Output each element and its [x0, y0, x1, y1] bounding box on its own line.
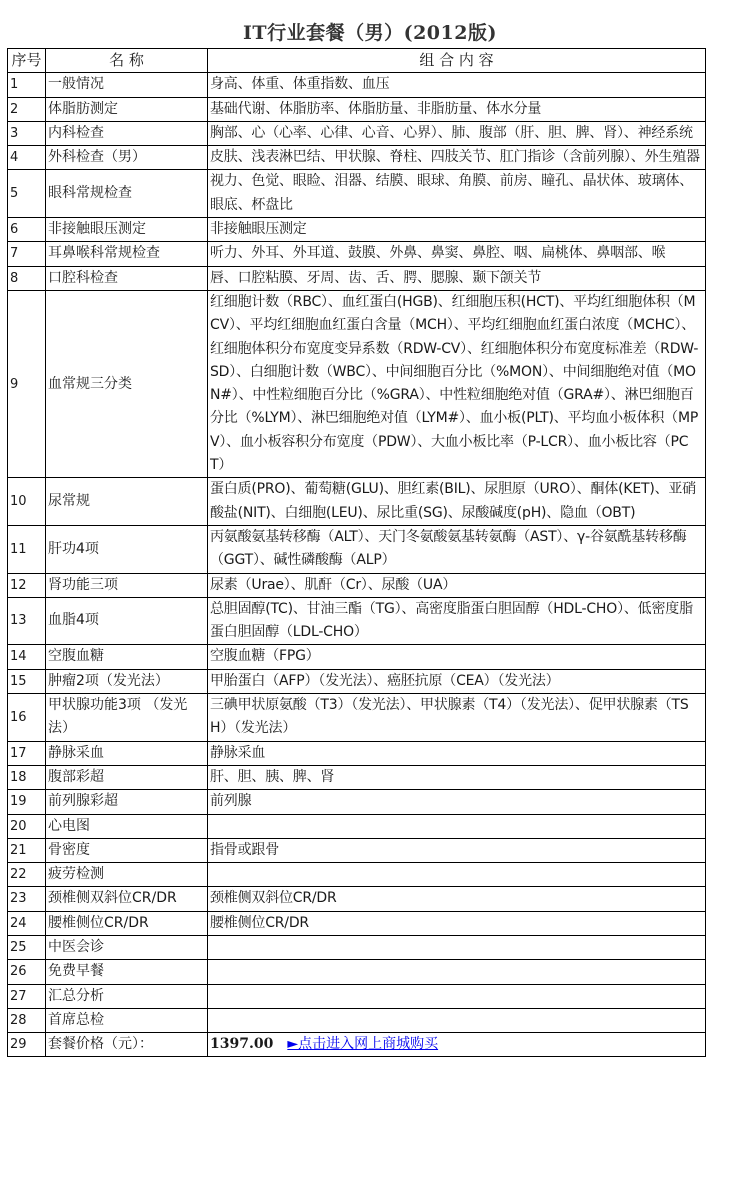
item-name: 耳鼻喉科常规检查 [46, 242, 208, 266]
table-row [8, 525, 706, 573]
row-number: 25 [8, 935, 46, 959]
item-content: 视力、色觉、眼睑、泪器、结膜、眼球、角膜、前房、瞳孔、晶状体、玻璃体、眼底、杯盘比 [208, 170, 706, 218]
table-row [8, 242, 706, 266]
item-content: 颈椎侧双斜位CR/DR [208, 887, 706, 911]
item-content: 指骨或跟骨 [208, 838, 706, 862]
item-name: 血常规三分类 [46, 290, 208, 477]
item-name: 中医会诊 [46, 935, 208, 959]
item-content [208, 960, 706, 984]
item-name: 空腹血糖 [46, 645, 208, 669]
table-row [8, 73, 706, 97]
table-row [8, 645, 706, 669]
package-table [7, 48, 706, 1057]
item-name: 腰椎侧位CR/DR [46, 911, 208, 935]
price-cell [208, 1033, 706, 1057]
table-row [8, 863, 706, 887]
table-row [8, 694, 706, 742]
table-row [8, 573, 706, 597]
row-number: 4 [8, 146, 46, 170]
item-content [208, 814, 706, 838]
table-row [8, 790, 706, 814]
row-number: 9 [8, 290, 46, 477]
item-content: 前列腺 [208, 790, 706, 814]
row-number: 10 [8, 478, 46, 526]
item-name: 颈椎侧双斜位CR/DR [46, 887, 208, 911]
item-content [208, 1008, 706, 1032]
row-number: 8 [8, 266, 46, 290]
item-name: 肿瘤2项（发光法） [46, 669, 208, 693]
item-name: 内科检查 [46, 121, 208, 145]
item-content: 空腹血糖（FPG） [208, 645, 706, 669]
item-name: 骨密度 [46, 838, 208, 862]
item-name: 一般情况 [46, 73, 208, 97]
table-row [8, 97, 706, 121]
row-number: 12 [8, 573, 46, 597]
price-value: 1397.00 [210, 1036, 274, 1053]
item-content: 红细胞计数（RBC）、血红蛋白(HGB)、红细胞压积(HCT)、平均红细胞体积（MCV）、平均红细胞血红蛋白含量（MCH）、平均红细胞血红蛋白浓度（MCHC）、红细胞体积分布宽度变异系数（RDW-CV）、红细胞体积分布宽度标准差（RDW-SD）、白细胞计数（WBC）、中间细胞百分比（%MON）、中间细胞绝对值（MON#）、中性粒细胞百分比（%GRA）、中性粒细胞绝对值（GRA#）、淋巴细胞百分比（%LYM）、淋巴细胞绝对值（LYM#）、血小板(PLT)、平均血小板体积（MPV）、血小板容积分布宽度（PDW）、大血小板比率（P-LCR）、血小板比容（PCT） [208, 290, 706, 477]
item-content: 皮肤、浅表淋巴结、甲状腺、脊柱、四肢关节、肛门指诊（含前列腺）、外生殖器 [208, 146, 706, 170]
item-name: 心电图 [46, 814, 208, 838]
item-content: 丙氨酸氨基转移酶（ALT）、天门冬氨酸氨基转氨酶（AST）、γ-谷氨酰基转移酶（GGT）、碱性磷酸酶（ALP） [208, 525, 706, 573]
row-number: 19 [8, 790, 46, 814]
page-title: IT行业套餐（男）(2012版) [243, 22, 497, 44]
item-content: 肝、胆、胰、脾、肾 [208, 765, 706, 789]
item-name: 非接触眼压测定 [46, 218, 208, 242]
row-number: 6 [8, 218, 46, 242]
row-number: 13 [8, 597, 46, 645]
item-name: 肾功能三项 [46, 573, 208, 597]
row-number: 14 [8, 645, 46, 669]
row-number: 23 [8, 887, 46, 911]
item-content: 非接触眼压测定 [208, 218, 706, 242]
table-row [8, 765, 706, 789]
item-name: 外科检查（男） [46, 146, 208, 170]
item-name: 体脂肪测定 [46, 97, 208, 121]
item-name: 汇总分析 [46, 984, 208, 1008]
table-row [8, 218, 706, 242]
item-content: 腰椎侧位CR/DR [208, 911, 706, 935]
item-name: 肝功4项 [46, 525, 208, 573]
table-row [8, 984, 706, 1008]
row-number: 26 [8, 960, 46, 984]
row-number: 3 [8, 121, 46, 145]
header-content: 组 合 内 容 [208, 49, 706, 73]
table-row [8, 170, 706, 218]
table-header-row [8, 49, 706, 73]
price-row [8, 1033, 706, 1057]
row-number: 5 [8, 170, 46, 218]
table-row [8, 478, 706, 526]
row-number: 28 [8, 1008, 46, 1032]
row-number: 7 [8, 242, 46, 266]
table-row [8, 911, 706, 935]
row-number: 17 [8, 741, 46, 765]
item-content: 尿素（Urae）、肌酐（Cr）、尿酸（UA） [208, 573, 706, 597]
item-content [208, 984, 706, 1008]
item-content: 静脉采血 [208, 741, 706, 765]
item-name: 疲劳检测 [46, 863, 208, 887]
table-row [8, 121, 706, 145]
table-row [8, 669, 706, 693]
row-number: 15 [8, 669, 46, 693]
table-row [8, 838, 706, 862]
table-row [8, 887, 706, 911]
row-number: 20 [8, 814, 46, 838]
row-number: 2 [8, 97, 46, 121]
item-name: 前列腺彩超 [46, 790, 208, 814]
item-content [208, 863, 706, 887]
item-name: 血脂4项 [46, 597, 208, 645]
table-row [8, 960, 706, 984]
item-name: 首席总检 [46, 1008, 208, 1032]
item-content: 基础代谢、体脂肪率、体脂肪量、非脂肪量、体水分量 [208, 97, 706, 121]
buy-online-link[interactable]: ►点击进入网上商城购买 [287, 1036, 439, 1053]
table-row [8, 266, 706, 290]
row-number: 21 [8, 838, 46, 862]
item-content: 总胆固醇(TC)、甘油三酯（TG）、高密度脂蛋白胆固醇（HDL-CHO）、低密度脂蛋白胆固醇（LDL-CHO） [208, 597, 706, 645]
table-row [8, 741, 706, 765]
table-row [8, 814, 706, 838]
item-name: 尿常规 [46, 478, 208, 526]
row-number: 27 [8, 984, 46, 1008]
item-name: 静脉采血 [46, 741, 208, 765]
row-number: 16 [8, 694, 46, 742]
price-row-no: 29 [8, 1033, 46, 1057]
table-row [8, 935, 706, 959]
item-content: 蛋白质(PRO)、葡萄糖(GLU)、胆红素(BIL)、尿胆原（URO）、酮体(KET)、亚硝酸盐(NIT)、白细胞(LEU)、尿比重(SG)、尿酸碱度(pH)、隐血（OBT) [208, 478, 706, 526]
row-number: 22 [8, 863, 46, 887]
table-row [8, 1008, 706, 1032]
item-content: 身高、体重、体重指数、血压 [208, 73, 706, 97]
item-name: 口腔科检查 [46, 266, 208, 290]
item-content: 唇、口腔粘膜、牙周、齿、舌、腭、腮腺、颞下颌关节 [208, 266, 706, 290]
item-content: 听力、外耳、外耳道、鼓膜、外鼻、鼻窦、鼻腔、咽、扁桃体、鼻咽部、喉 [208, 242, 706, 266]
header-no: 序号 [8, 49, 46, 73]
row-number: 1 [8, 73, 46, 97]
item-name: 免费早餐 [46, 960, 208, 984]
row-number: 18 [8, 765, 46, 789]
item-name: 腹部彩超 [46, 765, 208, 789]
table-row [8, 597, 706, 645]
item-content: 三碘甲状原氨酸（T3）（发光法）、甲状腺素（T4）（发光法）、促甲状腺素（TSH）（发光法） [208, 694, 706, 742]
item-content [208, 935, 706, 959]
row-number: 11 [8, 525, 46, 573]
item-content: 甲胎蛋白（AFP）（发光法）、癌胚抗原（CEA）（发光法） [208, 669, 706, 693]
price-label: 套餐价格（元）： [46, 1033, 208, 1057]
table-row [8, 146, 706, 170]
item-name: 眼科常规检查 [46, 170, 208, 218]
item-content: 胸部、心（心率、心律、心音、心界）、肺、腹部（肝、胆、脾、肾）、神经系统 [208, 121, 706, 145]
header-name: 名 称 [46, 49, 208, 73]
row-number: 24 [8, 911, 46, 935]
item-name: 甲状腺功能3项 （发光法） [46, 694, 208, 742]
table-row [8, 290, 706, 477]
